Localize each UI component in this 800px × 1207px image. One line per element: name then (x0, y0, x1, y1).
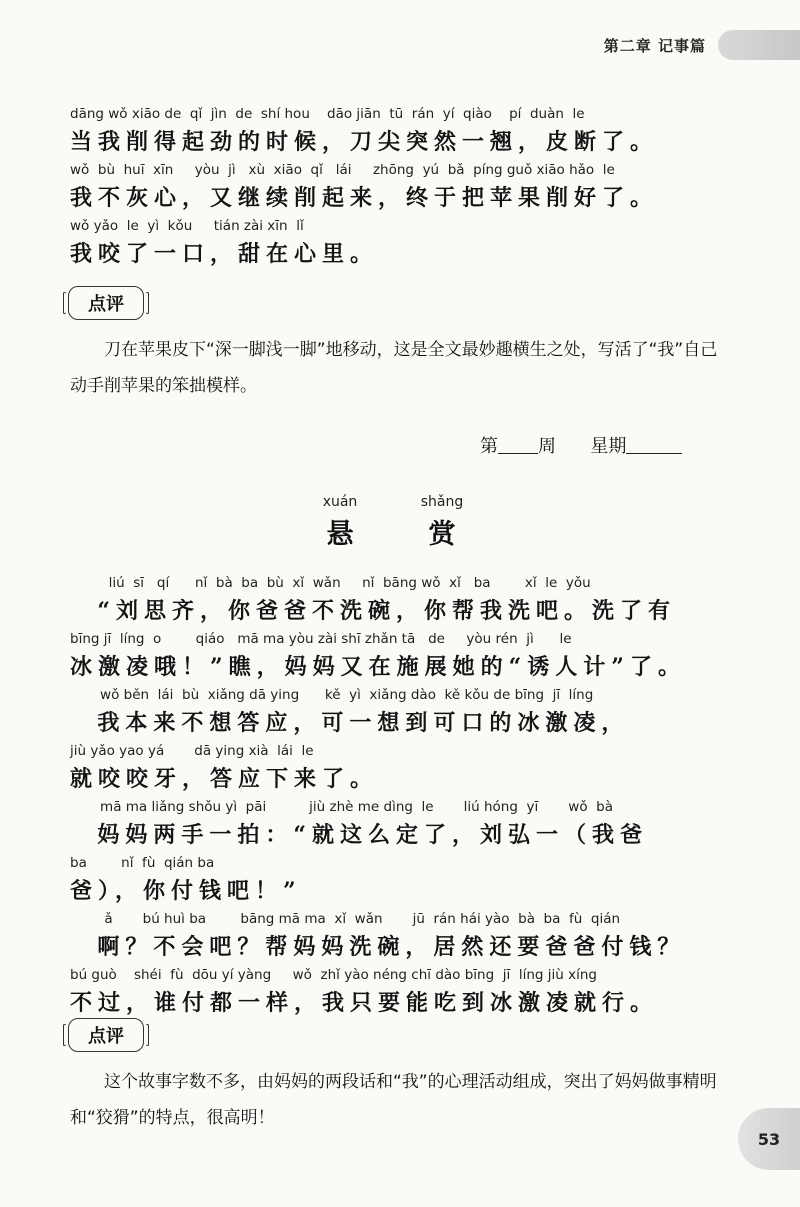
text-line: 冰激凌哦！”瞧，妈妈又在施展她的“诱人计”了。 (70, 654, 686, 680)
text-line: 当我削得起劲的时候，刀尖突然一翘，皮断了。 (70, 129, 659, 155)
comment-badge: 点评 (68, 286, 144, 320)
chapter-title: 第二章 记事篇 (603, 36, 706, 55)
weekday-label: 星期 (590, 436, 627, 457)
pinyin-line: bīng jī líng o qiáo mā ma yòu zài shī zhǎn tā de yòu rén jì le (70, 631, 572, 647)
pinyin-line: liú sī qí nǐ bà ba bù xǐ wǎn nǐ bāng wǒ xǐ ba xǐ le yǒu (70, 575, 591, 591)
pinyin-line: wǒ běn lái bù xiǎng dā ying kě yì xiǎng dào kě kǒu de bīng jī líng (70, 687, 594, 703)
title-pinyin: shǎng (420, 494, 464, 510)
text-line: 不过，谁付都一样，我只要能吃到冰激凌就行。 (70, 990, 659, 1016)
pinyin-line: bú guò shéi fù dōu yí yàng wǒ zhǐ yào néng chī dào bīng jī líng jiù xíng (70, 967, 597, 983)
comment-text: 刀在苹果皮下“深一脚浅一脚”地移动，这是全文最妙趣横生之处，写活了“我”自己动手削苹果的笨拙模样。 (70, 340, 718, 396)
text-line: 我不灰心，又继续削起来，终于把苹果削好了。 (70, 185, 659, 211)
text-line: 啊？不会吧？帮妈妈洗碗，居然还要爸爸付钱？ (70, 934, 686, 960)
text-line: 我咬了一口，甜在心里。 (70, 241, 379, 267)
pinyin-line: dāng wǒ xiāo de qǐ jìn de shí hou dāo jiān tū rán yí qiào pí duàn le (70, 106, 585, 122)
pinyin-line: wǒ bù huī xīn yòu jì xù xiāo qǐ lái zhōng yú bǎ píng guǒ xiāo hǎo le (70, 162, 615, 178)
comment-text: 这个故事字数不多，由妈妈的两段话和“我”的心理活动组成，突出了妈妈做事精明和“狡猾”的特点，很高明！ (70, 1072, 717, 1128)
title-char: 悬 (326, 519, 354, 550)
story-end-section (70, 103, 730, 271)
page-number: 53 (757, 1129, 781, 1149)
text-line: 就咬咬牙，答应下来了。 (70, 766, 379, 792)
chapter-tab-decoration (718, 30, 800, 60)
text-line: 我本来不想答应，可一想到可口的冰激凌， (70, 710, 630, 736)
chapter-header (604, 30, 800, 60)
week-label: 周 (538, 436, 556, 457)
week-blank[interactable] (498, 435, 538, 454)
text-line: “刘思齐，你爸爸不洗碗，你帮我洗吧。洗了有 (70, 598, 676, 624)
title-pinyin: xuán (322, 494, 358, 510)
text-line: 爸），你付钱吧！” (70, 878, 302, 904)
page-number-tab (738, 1108, 800, 1170)
pinyin-line: jiù yǎo yao yá dā ying xià lái le (70, 743, 314, 759)
comment-badge: 点评 (68, 1018, 144, 1052)
pinyin-line: ǎ bú huì ba bāng mā ma xǐ wǎn jū rán hái yào bà ba fù qián (70, 911, 621, 927)
pinyin-line: wǒ yǎo le yì kǒu tián zài xīn lǐ (70, 218, 304, 234)
weekday-blank[interactable] (626, 435, 682, 454)
week-prefix: 第 (480, 436, 498, 457)
text-line: 妈妈两手一拍：“就这么定了，刘弘一（我爸 (70, 822, 648, 848)
story-section (70, 572, 730, 1020)
pinyin-line: ba nǐ fù qián ba (70, 855, 215, 871)
title-char: 赏 (428, 519, 456, 550)
week-line (480, 432, 720, 458)
pinyin-line: mā ma liǎng shǒu yì pāi jiù zhè me dìng le liú hóng yī wǒ bà (70, 799, 614, 815)
